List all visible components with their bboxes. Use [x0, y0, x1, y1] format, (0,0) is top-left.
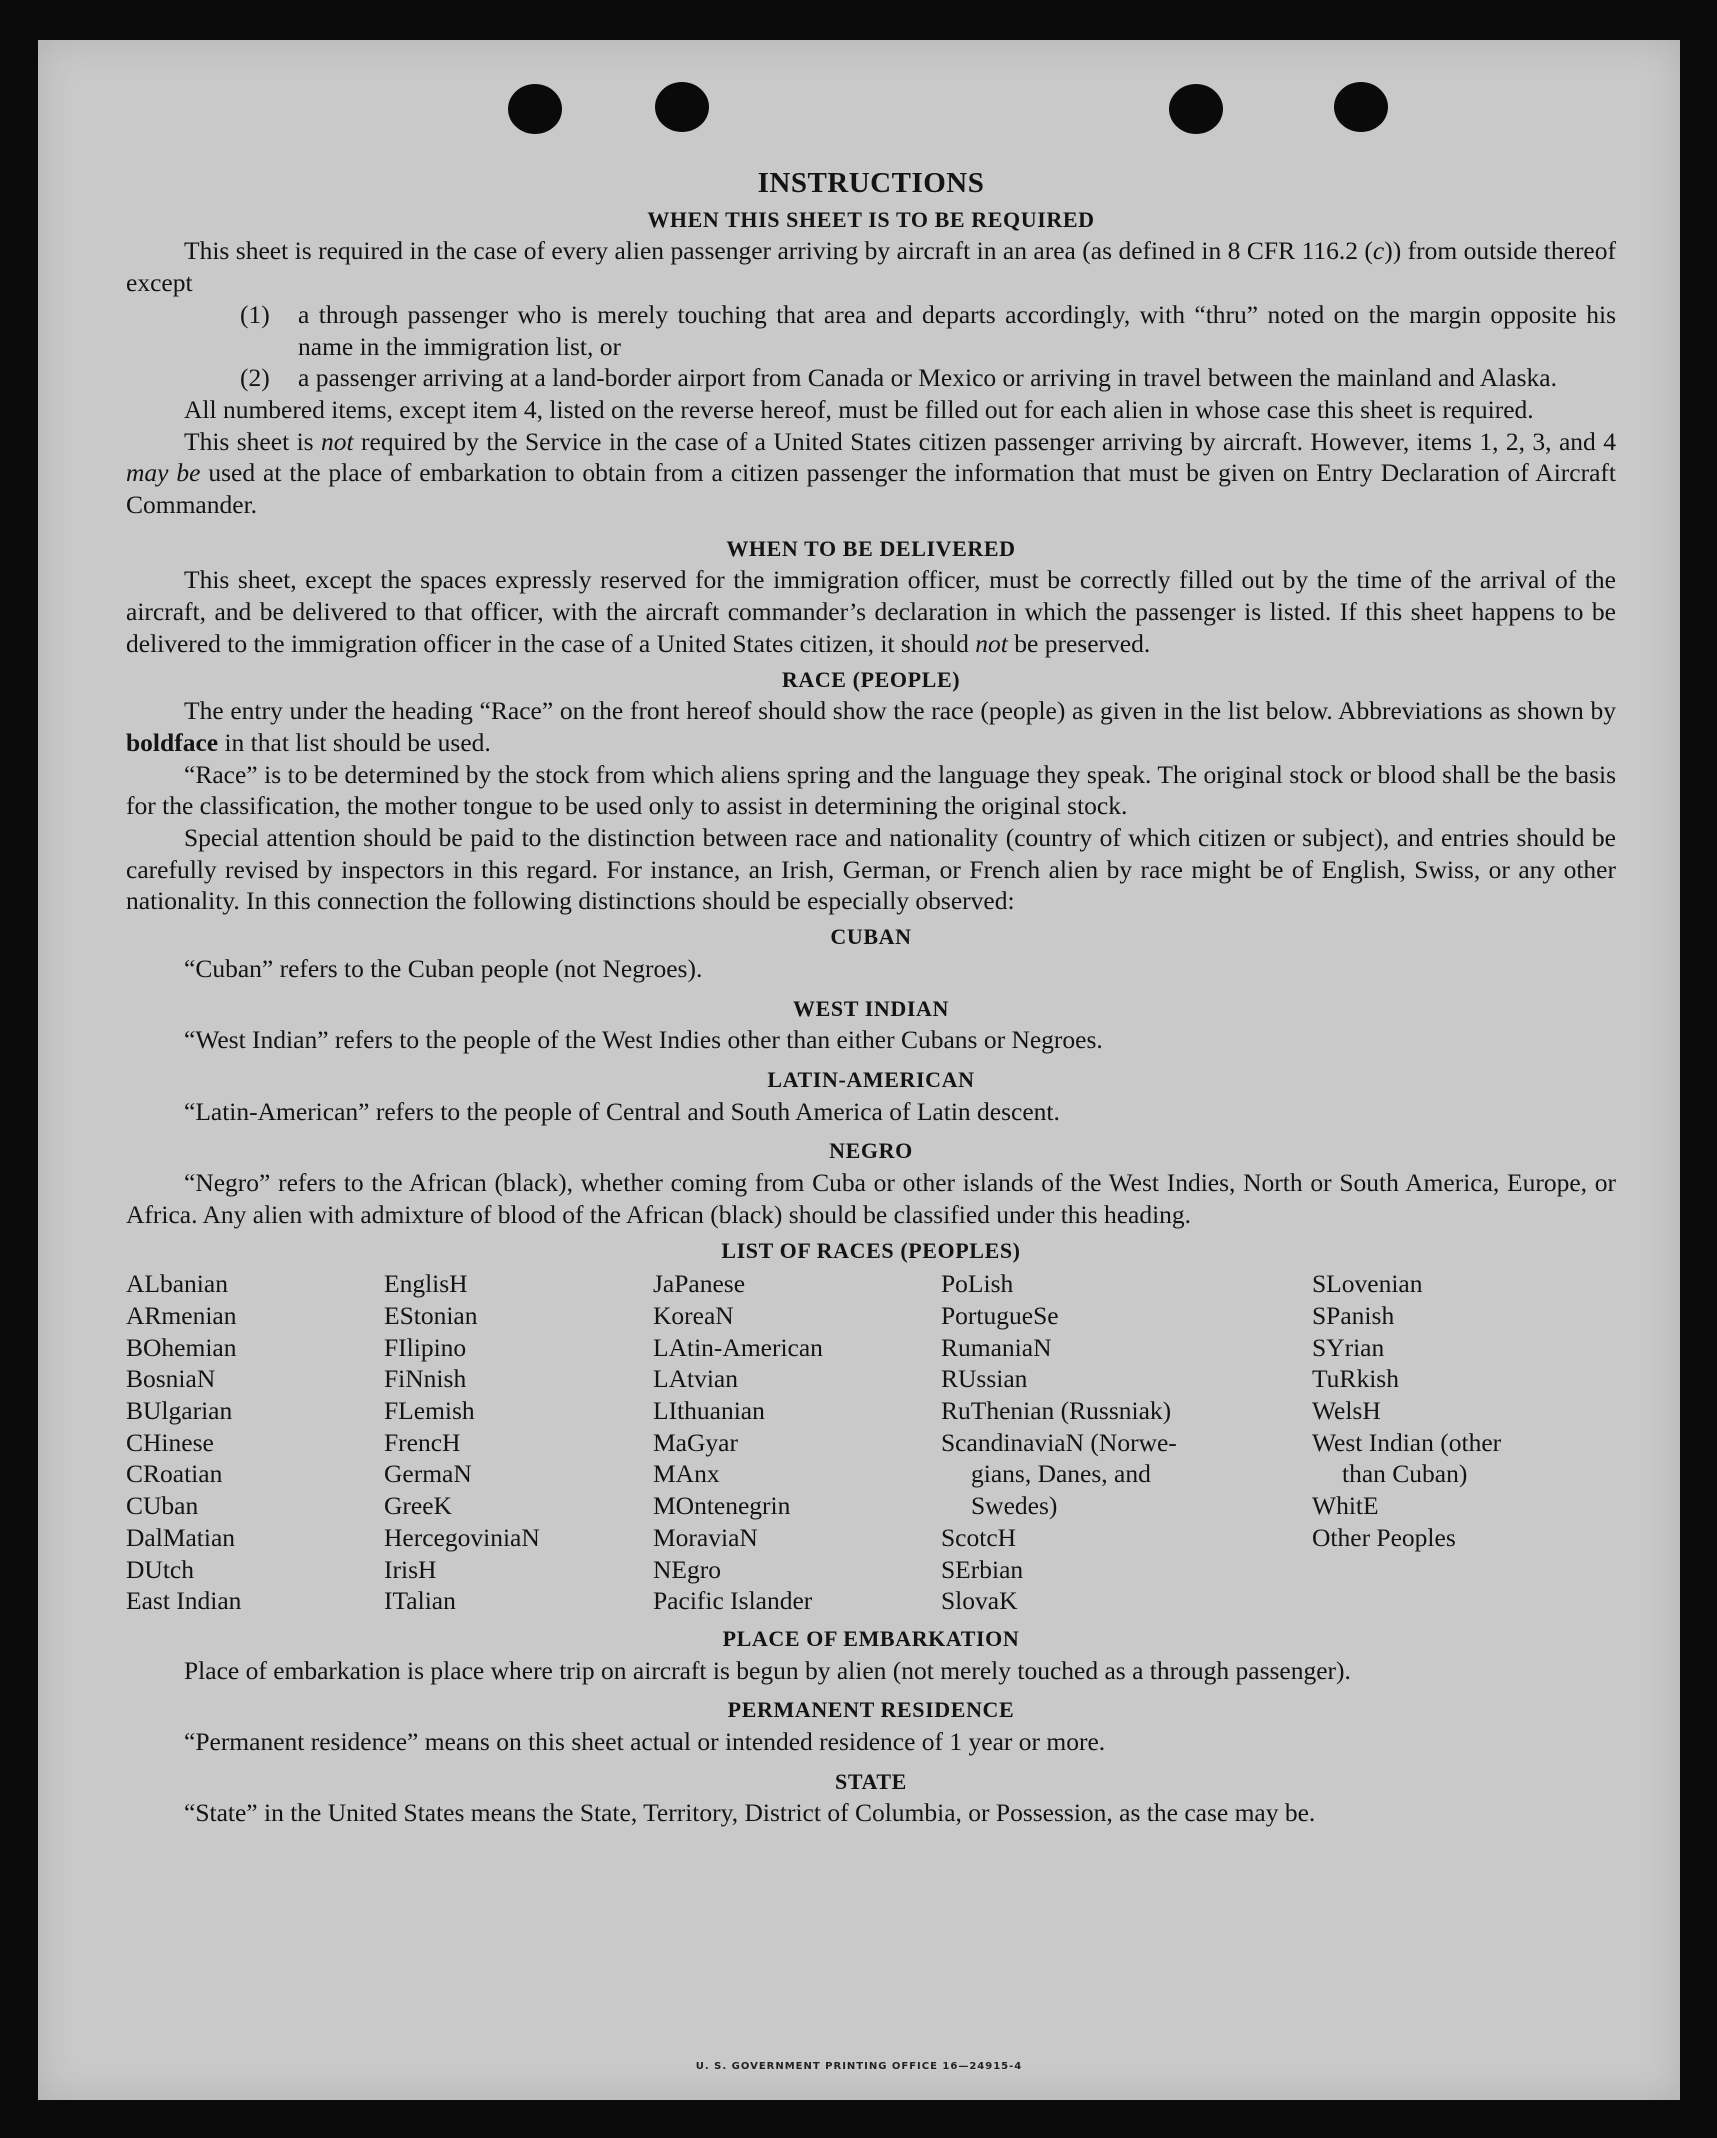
heading-latin-american: LATIN-AMERICAN: [767, 1066, 975, 1092]
race-entry: GermaN: [384, 1459, 472, 1489]
race-entry: Pacific Islander: [653, 1586, 813, 1616]
race-entry: BUlgarian: [126, 1396, 233, 1426]
punch-hole: [1334, 82, 1388, 132]
paragraph: [126, 695, 1616, 758]
race-entry: RumaniaN: [941, 1332, 1052, 1362]
printer-imprint: U. S. GOVERNMENT PRINTING OFFICE 16—24915-4: [695, 2061, 1023, 2072]
item-number: (2): [240, 363, 270, 393]
paragraph: [126, 564, 1616, 659]
race-entry: West Indian (other: [1312, 1427, 1502, 1457]
italic-text: not: [321, 426, 354, 456]
text: required by the Service in the case of a United States citizen passenger arriving by aircraft. However, items 1, 2, 3, and 4: [353, 426, 1616, 456]
paragraph: [126, 235, 1616, 298]
heading-west-indian: WEST INDIAN: [793, 995, 949, 1021]
race-entry: FIlipino: [384, 1332, 467, 1362]
text: The entry under the heading “Race” on the front hereof should show the race (people) as given in the list below. Abbreviations as shown by: [184, 696, 1616, 726]
paragraph: “Permanent residence” means on this sheet actual or intended residence of 1 year or more.: [184, 1727, 1106, 1757]
race-entry: BosniaN: [126, 1364, 216, 1394]
race-entry: ALbanian: [126, 1269, 228, 1299]
paragraph: “West Indian” refers to the people of the West Indies other than either Cubans or Negroes.: [184, 1025, 1103, 1055]
race-entry: DUtch: [126, 1554, 194, 1584]
text: be preserved.: [1007, 628, 1151, 658]
text: This sheet is required in the case of every alien passenger arriving by aircraft in an area (as defined in 8 CFR 116.2 (: [184, 236, 1373, 266]
race-entry: NEgro: [653, 1554, 721, 1584]
race-entry: MOntenegrin: [653, 1491, 791, 1521]
exception-item-1: [126, 299, 1616, 362]
race-entry: East Indian: [126, 1586, 242, 1616]
race-entry: SlovaK: [941, 1586, 1018, 1616]
paragraph: [126, 426, 1616, 521]
race-entry: EnglisH: [384, 1269, 468, 1299]
race-entry: SErbian: [941, 1554, 1024, 1584]
race-entry: BOhemian: [126, 1332, 237, 1362]
race-entry: RuThenian (Russniak): [941, 1396, 1172, 1426]
race-entry: IrisH: [384, 1554, 437, 1584]
text: in that list should be used.: [218, 727, 491, 757]
race-entry-continued: Swedes): [971, 1491, 1058, 1521]
heading-race: RACE (PEOPLE): [781, 666, 961, 692]
italic-text: may be: [126, 458, 201, 488]
heading-list-of-races: LIST OF RACES (PEOPLES): [721, 1237, 1021, 1263]
document-sheet: [38, 40, 1680, 2100]
race-column-2: [384, 1268, 653, 1617]
race-entry: FLemish: [384, 1396, 475, 1426]
race-entry: JaPanese: [653, 1269, 746, 1299]
race-entry: EStonian: [384, 1300, 478, 1330]
race-entry: PoLish: [941, 1269, 1014, 1299]
text: used at the place of embarkation to obtain from a citizen passenger the information that must be given on Entry Declaration of Aircraft Commander.: [126, 458, 1616, 520]
race-column-1: [126, 1268, 384, 1617]
race-list: [126, 1268, 1616, 1617]
item-text: a through passenger who is merely touching that area and departs accordingly, with “thru” noted on the margin opposite his name in the immigration list, or: [298, 299, 1616, 361]
heading-when-required: WHEN THIS SHEET IS TO BE REQUIRED: [647, 206, 1095, 232]
paragraph: Special attention should be paid to the distinction between race and nationality (country of which citizen or subject), and entries should be carefully revised by inspectors in this regard. For instance, an Irish, German, or French alien by race might be of English, Swiss, or any other nationality. In this connection the following distinctions should be especially observed:: [126, 823, 1616, 916]
race-entry: DalMatian: [126, 1522, 236, 1552]
punch-hole: [1169, 84, 1223, 134]
race-entry: WhitE: [1312, 1491, 1379, 1521]
heading-permanent-residence: PERMANENT RESIDENCE: [727, 1697, 1015, 1723]
document-body: [126, 130, 1616, 1829]
exception-item-2: [126, 362, 1616, 394]
race-entry: FiNnish: [384, 1364, 467, 1394]
text: This sheet, except the spaces expressly reserved for the immigration officer, must be correctly filled out by the time of the arrival of the aircraft, and be delivered to that officer, with the aircraft commander’s declaration in which the passenger is listed. If this sheet happens to be delivered to the immigration officer in the case of a United States citizen, it should: [126, 565, 1616, 658]
heading-negro: NEGRO: [829, 1138, 913, 1164]
race-entry: RUssian: [941, 1364, 1028, 1394]
race-entry: SPanish: [1312, 1300, 1395, 1330]
race-entry: KoreaN: [653, 1300, 734, 1330]
race-entry: ScotcH: [941, 1522, 1017, 1552]
race-entry: LAtin-American: [653, 1332, 823, 1362]
race-entry: LAtvian: [653, 1364, 738, 1394]
item-text: a passenger arriving at a land-border airport from Canada or Mexico or arriving in travel between the mainland and Alaska.: [298, 363, 1557, 393]
paragraph: “Latin-American” refers to the people of Central and South America of Latin descent.: [184, 1096, 1060, 1126]
race-entry: ScandinaviaN (Norwe-: [941, 1427, 1177, 1457]
race-entry-continued: than Cuban): [1342, 1459, 1468, 1489]
italic-text: c: [1372, 236, 1385, 266]
race-entry: ARmenian: [126, 1300, 237, 1330]
race-entry: CHinese: [126, 1427, 214, 1457]
paragraph: All numbered items, except item 4, listed on the reverse hereof, must be filled out for each alien in whose case this sheet is required.: [184, 394, 1534, 424]
bold-text: boldface: [126, 727, 219, 757]
punch-hole: [508, 84, 562, 134]
page-title: INSTRUCTIONS: [757, 167, 985, 199]
race-entry: CRoatian: [126, 1459, 223, 1489]
race-entry: ITalian: [384, 1586, 456, 1616]
punch-hole: [655, 82, 709, 132]
race-column-4: [941, 1268, 1312, 1617]
race-entry: HercegoviniaN: [384, 1522, 540, 1552]
race-entry: PortugueSe: [941, 1300, 1059, 1330]
heading-place-of-embarkation: PLACE OF EMBARKATION: [722, 1625, 1020, 1651]
text: )) from outside thereof except: [126, 236, 1616, 298]
race-entry: Other Peoples: [1312, 1522, 1456, 1552]
item-number: (1): [240, 299, 270, 329]
race-entry: CUban: [126, 1491, 199, 1521]
heading-state: STATE: [835, 1768, 907, 1794]
heading-when-delivered: WHEN TO BE DELIVERED: [726, 535, 1016, 561]
race-entry: FrencH: [384, 1427, 461, 1457]
text: This sheet is: [184, 426, 322, 456]
paragraph: “Cuban” refers to the Cuban people (not Negroes).: [184, 953, 703, 983]
italic-text: not: [975, 628, 1008, 658]
race-entry: SLovenian: [1312, 1269, 1423, 1299]
race-entry: MaGyar: [653, 1427, 738, 1457]
race-entry: LIthuanian: [653, 1396, 765, 1426]
race-entry: TuRkish: [1312, 1364, 1399, 1394]
race-entry: MAnx: [653, 1459, 720, 1489]
paragraph: “Race” is to be determined by the stock from which aliens spring and the language they speak. The original stock or blood shall be the basis for the classification, the mother tongue to be used only to assist in determining the original stock.: [126, 759, 1616, 821]
paragraph: “Negro” refers to the African (black), whether coming from Cuba or other islands of the West Indies, North or South America, Europe, or Africa. Any alien with admixture of blood of the African (black) should be classified under this heading.: [126, 1168, 1616, 1229]
race-column-5: [1312, 1268, 1602, 1617]
paragraph: “State” in the United States means the State, Territory, District of Columbia, or Possession, as the case may be.: [184, 1798, 1316, 1828]
race-entry: SYrian: [1312, 1332, 1385, 1362]
heading-cuban: CUBAN: [830, 924, 912, 950]
paragraph: Place of embarkation is place where trip on aircraft is begun by alien (not merely touched as a through passenger).: [184, 1655, 1351, 1685]
race-entry: WelsH: [1312, 1396, 1381, 1426]
race-entry-continued: gians, Danes, and: [971, 1459, 1151, 1489]
race-entry: GreeK: [384, 1491, 452, 1521]
race-column-3: [653, 1268, 941, 1617]
race-entry: MoraviaN: [653, 1522, 758, 1552]
